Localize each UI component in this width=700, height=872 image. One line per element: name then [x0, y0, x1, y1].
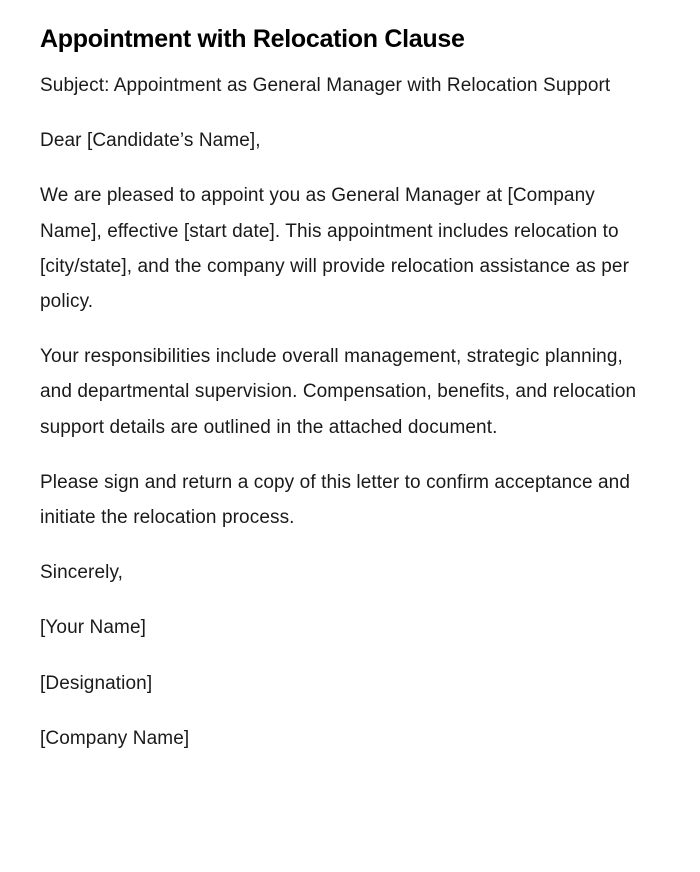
letter-document: [40, 22, 660, 776]
document-title: Appointment with Relocation Clause: [40, 25, 465, 53]
closing: Sincerely,: [40, 562, 124, 584]
body-paragraph-appointment: We are pleased to appoint you as General Manager at [Company Name], effective [start date]. This appointment includes relocation to [city/state], and the company will provide relocation assistance as per policy.: [40, 185, 630, 313]
body-paragraph-responsibilities: Your responsibilities include overall management, strategic planning, and departmental supervision. Compensation, benefits, and relocation support details are outlined in the attached document.: [40, 346, 637, 438]
body-paragraph-acceptance: Please sign and return a copy of this letter to confirm acceptance and initiate the relocation process.: [40, 471, 630, 529]
signature-designation: [Designation]: [40, 672, 153, 694]
subject-line: Subject: Appointment as General Manager with Relocation Support: [40, 75, 611, 96]
signature-name: [Your Name]: [40, 617, 147, 639]
salutation: Dear [Candidate’s Name],: [40, 130, 261, 152]
signature-company: [Company Name]: [40, 727, 190, 749]
